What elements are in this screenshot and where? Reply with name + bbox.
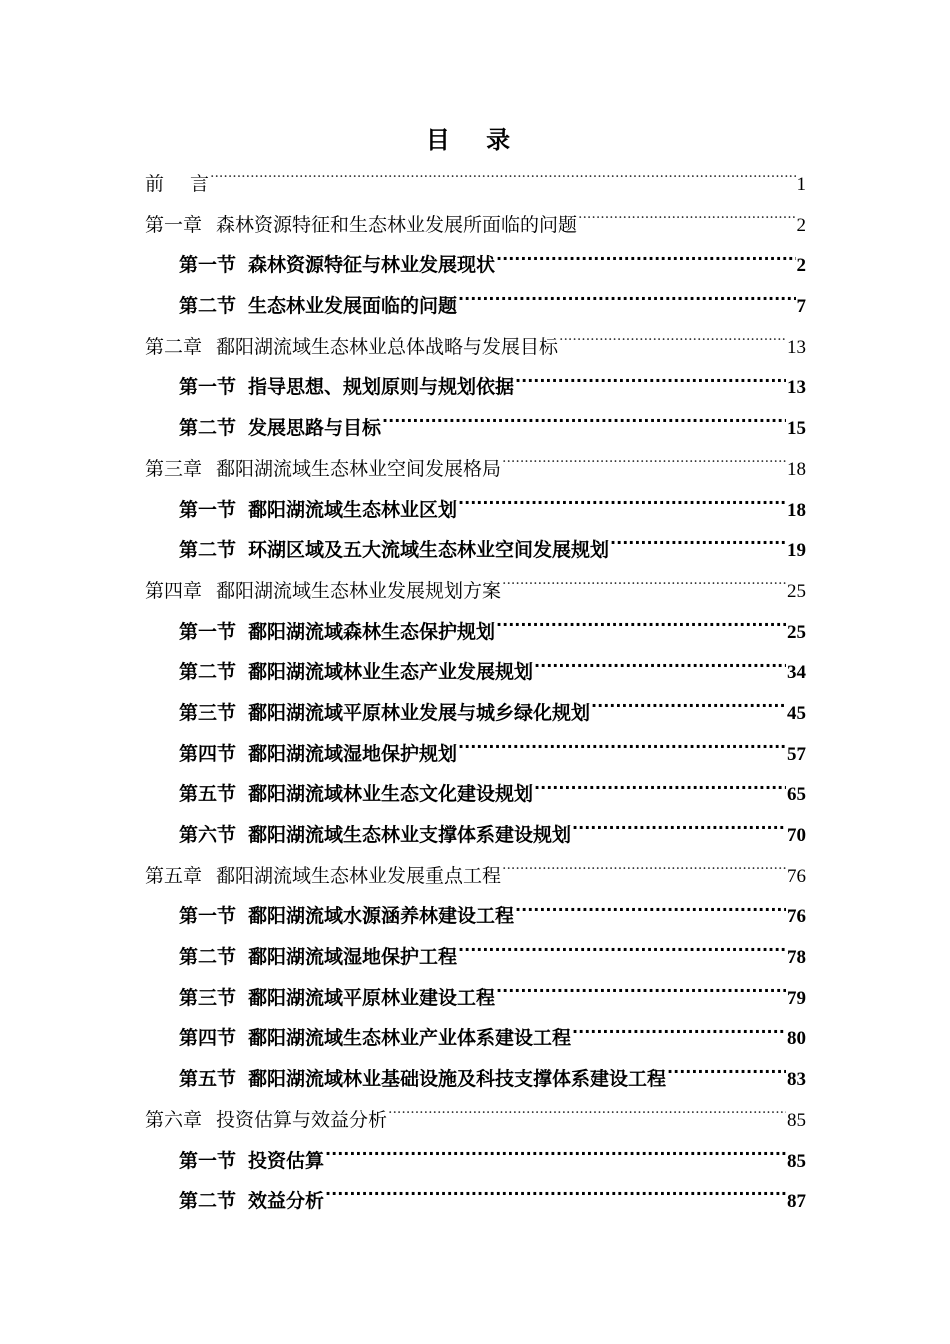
toc-page-number: 25: [787, 580, 806, 602]
toc-entry-number: 第四节: [179, 1027, 237, 1050]
toc-section-entry[interactable]: [145, 408, 806, 449]
toc-entry-title: 鄱阳湖流域生态林业区划: [248, 498, 458, 521]
dot-leader: [515, 374, 786, 393]
toc-entry-title: 鄱阳湖流域林业基础设施及科技支撑体系建设工程: [248, 1068, 667, 1091]
toc-heading: 目 录: [425, 126, 525, 154]
toc-entry-label: [179, 774, 533, 815]
toc-entry-title: 生态林业发展面临的问题: [248, 295, 458, 318]
toc-chapter-entry[interactable]: [145, 327, 806, 368]
toc-entry-number: 第二节: [179, 295, 237, 318]
toc-section-entry[interactable]: [145, 734, 806, 775]
toc-entry-label: [179, 245, 495, 286]
toc-page-number: 57: [787, 743, 806, 765]
toc-entry-number: 第四章: [145, 579, 203, 602]
toc-entry-label: [179, 1059, 666, 1100]
dot-leader: [502, 578, 786, 597]
toc-section-entry[interactable]: [145, 286, 806, 327]
toc-entry-number: 第二章: [145, 335, 203, 358]
toc-section-entry[interactable]: [145, 245, 806, 286]
toc-section-entry[interactable]: [145, 367, 806, 408]
toc-entry-label: [145, 327, 558, 368]
dot-leader: [210, 171, 795, 190]
toc-chapter-entry[interactable]: [145, 856, 806, 897]
dot-leader: [572, 822, 786, 841]
dot-leader: [502, 456, 786, 475]
toc-section-entry[interactable]: [145, 1018, 806, 1059]
toc-entry-label: [179, 367, 514, 408]
toc-entry-title: 发展思路与目标: [248, 417, 382, 440]
toc-section-entry[interactable]: [145, 815, 806, 856]
dot-leader: [496, 985, 786, 1004]
toc-section-entry[interactable]: [145, 1181, 806, 1222]
toc-entry-number: 第五节: [179, 1068, 237, 1091]
toc-entry-label: [179, 408, 381, 449]
toc-entry-number: 第六章: [145, 1108, 203, 1131]
toc-entry-label: [179, 652, 533, 693]
toc-chapter-entry[interactable]: [145, 164, 806, 205]
toc-entry-label: [179, 490, 457, 531]
toc-entry-number: 第二节: [179, 417, 237, 440]
dot-leader: [388, 1107, 786, 1126]
toc-entry-title: 言: [190, 173, 210, 195]
table-of-contents: [145, 164, 806, 1222]
toc-page-number: 19: [787, 540, 806, 562]
toc-section-entry[interactable]: [145, 530, 806, 571]
toc-section-entry[interactable]: [145, 612, 806, 653]
dot-leader: [496, 619, 786, 638]
toc-entry-number: 第一节: [179, 905, 237, 928]
toc-entry-title: 鄱阳湖流域湿地保护规划: [248, 742, 458, 765]
dot-leader: [325, 1148, 786, 1167]
toc-entry-label: [179, 815, 571, 856]
toc-entry-title: 环湖区域及五大流域生态林业空间发展规划: [248, 539, 610, 562]
toc-entry-label: [179, 286, 457, 327]
toc-entry-number: 第二节: [179, 946, 237, 969]
toc-entry-title: 鄱阳湖流域水源涵养林建设工程: [248, 905, 515, 928]
toc-page-number: 18: [787, 458, 806, 480]
toc-page-number: 76: [787, 906, 806, 928]
toc-page-number: 2: [796, 255, 806, 277]
toc-entry-number: 第四节: [179, 742, 237, 765]
toc-entry-label: [145, 205, 577, 246]
toc-section-entry[interactable]: [145, 896, 806, 937]
toc-entry-label: [179, 734, 457, 775]
dot-leader: [572, 1025, 786, 1044]
dot-leader: [382, 415, 786, 434]
toc-entry-title: 鄱阳湖流域生态林业支撑体系建设规划: [248, 824, 572, 846]
toc-section-entry[interactable]: [145, 1059, 806, 1100]
toc-entry-label: [179, 612, 495, 653]
toc-entry-title: 鄱阳湖流域生态林业空间发展格局: [216, 457, 502, 480]
toc-page-number: 65: [787, 784, 806, 806]
toc-entry-label: [145, 449, 501, 490]
dot-leader: [458, 944, 786, 963]
toc-entry-number: 前: [145, 173, 165, 195]
toc-section-entry[interactable]: [145, 937, 806, 978]
toc-page-number: 1: [796, 174, 806, 195]
toc-entry-label: [145, 571, 501, 612]
toc-entry-title: 效益分析: [248, 1190, 325, 1213]
toc-entry-number: 第三章: [145, 457, 203, 480]
toc-entry-label: [179, 693, 590, 734]
toc-entry-title: 鄱阳湖流域平原林业建设工程: [248, 986, 496, 1009]
dot-leader: [591, 700, 786, 719]
toc-chapter-entry[interactable]: [145, 449, 806, 490]
dot-leader: [534, 781, 786, 800]
toc-page-number: 83: [787, 1069, 806, 1091]
dot-leader: [502, 863, 786, 882]
toc-entry-number: 第六节: [179, 824, 237, 846]
dot-leader: [578, 212, 795, 231]
toc-page-number: 80: [787, 1028, 806, 1050]
dot-leader: [534, 659, 786, 678]
toc-page-number: 79: [787, 987, 806, 1009]
toc-page-number: 85: [787, 1109, 806, 1131]
toc-entry-number: 第一节: [179, 1149, 237, 1172]
toc-entry-number: 第二节: [179, 1190, 237, 1213]
toc-entry-number: 第三节: [179, 986, 237, 1009]
toc-entry-label: [145, 856, 501, 897]
toc-page-number: 18: [787, 499, 806, 521]
toc-page-number: 45: [787, 702, 806, 724]
toc-page-number: 13: [787, 377, 806, 399]
toc-entry-title: 鄱阳湖流域生态林业产业体系建设工程: [248, 1027, 572, 1050]
toc-section-entry[interactable]: [145, 978, 806, 1019]
toc-entry-title: 鄱阳湖流域平原林业发展与城乡绿化规划: [248, 701, 591, 724]
toc-entry-number: 第一节: [179, 254, 237, 277]
dot-leader: [458, 293, 795, 312]
toc-page-number: 78: [787, 947, 806, 969]
toc-entry-label: [179, 978, 495, 1019]
toc-section-entry[interactable]: [145, 693, 806, 734]
toc-entry-title: 鄱阳湖流域森林生态保护规划: [248, 620, 496, 643]
toc-page-number: 87: [787, 1191, 806, 1213]
toc-section-entry[interactable]: [145, 774, 806, 815]
dot-leader: [325, 1188, 786, 1207]
dot-leader: [515, 903, 786, 922]
toc-entry-number: 第一节: [179, 376, 237, 399]
toc-entry-number: 第一节: [179, 620, 237, 643]
toc-page-number: 70: [787, 825, 806, 846]
toc-page-number: 76: [787, 865, 806, 887]
toc-entry-title: 鄱阳湖流域生态林业发展规划方案: [216, 579, 502, 602]
dot-leader: [667, 1066, 786, 1085]
dot-leader: [496, 252, 795, 271]
toc-chapter-entry[interactable]: [145, 1100, 806, 1141]
toc-entry-number: 第五章: [145, 864, 203, 887]
toc-entry-title: 鄱阳湖流域生态林业总体战略与发展目标: [216, 335, 559, 358]
toc-entry-number: 第一节: [179, 498, 237, 521]
toc-section-entry[interactable]: [145, 490, 806, 531]
toc-page-number: 2: [796, 214, 806, 236]
toc-entry-number: 第五节: [179, 783, 237, 806]
toc-entry-label: [179, 1141, 324, 1182]
toc-page-number: 13: [787, 336, 806, 358]
toc-entry-number: 第一章: [145, 213, 203, 236]
toc-page-number: 15: [787, 418, 806, 440]
toc-entry-label: [145, 1100, 387, 1141]
toc-chapter-entry[interactable]: [145, 571, 806, 612]
toc-page-number: 25: [787, 621, 806, 643]
toc-entry-title: 投资估算与效益分析: [216, 1108, 388, 1131]
dot-leader: [559, 334, 786, 353]
toc-entry-label: [145, 164, 209, 205]
toc-entry-label: [179, 937, 457, 978]
toc-entry-title: 指导思想、规划原则与规划依据: [248, 376, 515, 399]
dot-leader: [458, 497, 786, 516]
toc-entry-number: 第二节: [179, 539, 237, 562]
toc-entry-label: [179, 896, 514, 937]
toc-entry-label: [179, 1181, 324, 1222]
toc-entry-number: 第二节: [179, 661, 237, 684]
toc-entry-label: [179, 530, 609, 571]
toc-entry-title: 鄱阳湖流域林业生态文化建设规划: [248, 783, 534, 806]
toc-entry-label: [179, 1018, 571, 1059]
toc-page-number: 7: [796, 296, 806, 318]
toc-entry-title: 森林资源特征和生态林业发展所面临的问题: [216, 213, 578, 236]
toc-page-number: 34: [787, 662, 806, 684]
dot-leader: [458, 741, 786, 760]
toc-page-number: 85: [787, 1150, 806, 1172]
toc-entry-title: 投资估算: [248, 1149, 325, 1172]
toc-entry-title: 鄱阳湖流域林业生态产业发展规划: [248, 661, 534, 684]
toc-section-entry[interactable]: [145, 652, 806, 693]
toc-entry-number: 第三节: [179, 701, 237, 724]
toc-chapter-entry[interactable]: [145, 205, 806, 246]
toc-section-entry[interactable]: [145, 1141, 806, 1182]
toc-entry-title: 鄱阳湖流域生态林业发展重点工程: [216, 864, 502, 887]
toc-entry-title: 森林资源特征与林业发展现状: [248, 254, 496, 277]
toc-entry-title: 鄱阳湖流域湿地保护工程: [248, 946, 458, 969]
dot-leader: [610, 537, 786, 556]
